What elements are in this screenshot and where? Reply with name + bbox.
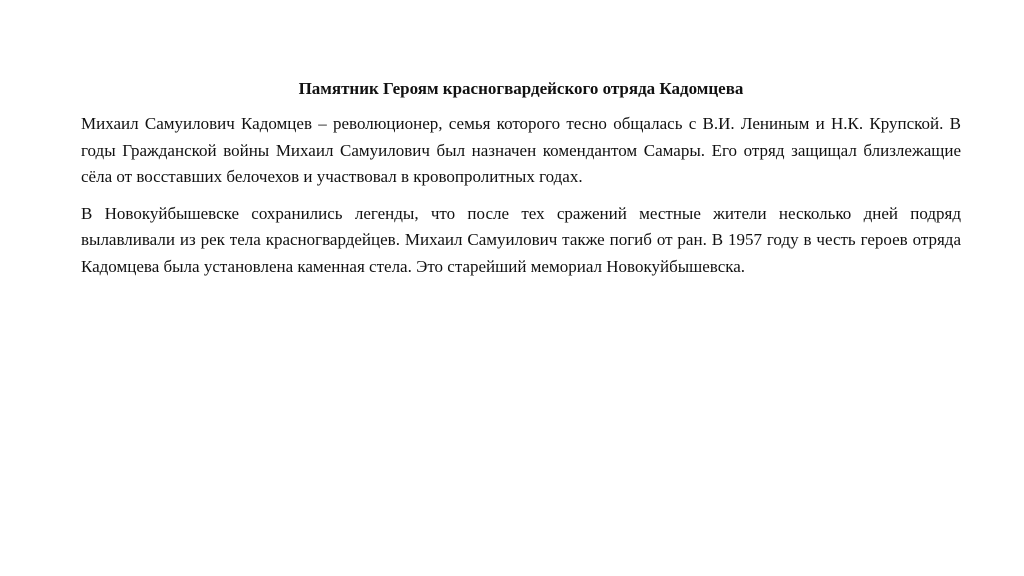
paragraph-1: Михаил Самуилович Кадомцев – революционер, семья которого тесно общалась с В.И. Лениным и Н.К. Крупской. В годы Гражданской войны Михаил Самуилович был назначен комендантом Самары. Его отряд защищал близлежащие сёла от восставших белочехов и участвовал в кровопролитных годах. <box>81 114 961 186</box>
paragraph-2: В Новокуйбышевске сохранились легенды, что после тех сражений местные жители несколько дней подряд вылавливали из рек тела красногвардейцев. Михаил Самуилович также погиб от ран. В 1957 году в честь героев отряда Кадомцева была установлена каменная стела. Это старейший мемориал Новокуйбышевска. <box>81 203 961 276</box>
document-body <box>81 78 961 290</box>
document-title: Памятник Героям красногвардейского отряда Кадомцева <box>298 79 744 98</box>
